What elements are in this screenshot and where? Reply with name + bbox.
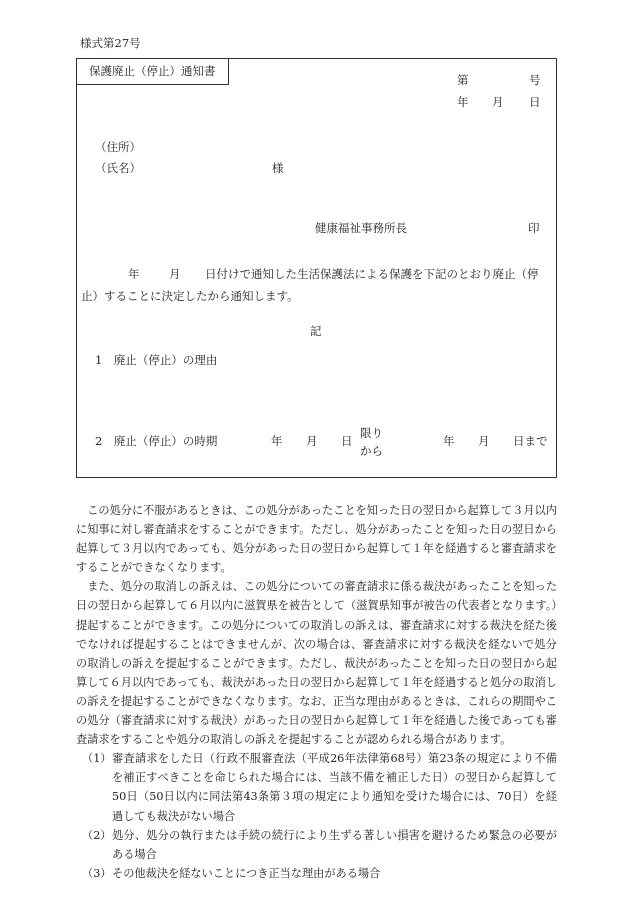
- body-month: 月: [169, 267, 181, 281]
- period-day: 日: [341, 434, 353, 448]
- notice-form-box: [76, 58, 557, 478]
- form-number: 様式第27号: [80, 36, 141, 50]
- period-year: 年: [271, 434, 283, 448]
- body-year: 年: [128, 267, 140, 281]
- issue-date-year: 年: [457, 95, 469, 109]
- list-item-number: （2）: [82, 828, 112, 842]
- seal-mark: 印: [528, 221, 540, 235]
- list-item-number: （1）: [82, 752, 112, 766]
- list-item-number: （3）: [82, 866, 112, 880]
- period-label: 2 廃止（停止）の時期: [95, 434, 218, 448]
- issuer: 健康福祉事務所長: [315, 221, 407, 235]
- document-title: 保護廃止（停止）通知書: [77, 59, 229, 85]
- list-item-text: 審査請求をした日（行政不服審査法（平成26年法律第68号）第23条の規定により不備を補正すべきことを命じられた場合には、当該不備を補正した日）の翌日から起算して50日（50日以内に同法第43条第３項の規定により通知を受けた場合には、70日）を経過しても裁決がない場合: [112, 752, 557, 823]
- issue-date-month: 月: [492, 95, 504, 109]
- address-label: （住所）: [95, 140, 141, 154]
- list-item-text: 処分、処分の執行または手続の続行により生ずる著しい損害を避けるため緊急の必要がある場合: [112, 828, 557, 861]
- appeal-paragraph-1: この処分に不服があるときは、この処分があったことを知った日の翌日から起算して３月以内に知事に対し審査請求をすることができます。ただし、処分があったことを知った日の翌日から起算して３月以内であっても、処分があった日の翌日から起算して１年を経過すると審査請求をすることができなくなります。: [76, 504, 557, 575]
- period-month2: 月: [478, 434, 490, 448]
- period-until: 日まで: [513, 434, 548, 448]
- appeal-paragraph-2: また、処分の取消しの訴えは、この処分についての審査請求に係る裁決があったことを知った日の翌日から起算して６月以内に滋賀県を被告として（滋賀県知事が被告の代表者となります。）提起することができます。この処分についての取消しの訴えは、審査請求に対する裁決を経た後でなければ提起することはできませんが、次の場合は、審査請求に対する裁決を経ないで処分の取消しの訴えを提起することができます。ただし、裁決があったことを知った日の翌日から起算して６月以内であっても、裁決があった日の翌日から起算して１年を経過すると処分の取消しの訴えを提起することができなくなります。なお、正当な理由があるときは、これらの期間やこの処分（審査請求に対する裁決）があった日の翌日から起算して１年を経過した後であっても審査請求をすることや処分の取消しの訴えを提起することが認められる場合があります。: [76, 580, 557, 747]
- list-item: [76, 749, 557, 825]
- list-item: [76, 826, 557, 864]
- honorific: 様: [272, 161, 284, 175]
- list-item-text: その他裁決を経ないことにつき正当な理由がある場合: [112, 866, 381, 880]
- period-month: 月: [306, 434, 318, 448]
- ki-heading: 記: [310, 324, 322, 338]
- body-text-line1: 日付けで通知した生活保護法による保護を下記のとおり廃止（停: [205, 267, 539, 281]
- period-year2: 年: [443, 434, 455, 448]
- appeal-notes: [76, 501, 557, 883]
- issue-date-day: 日: [529, 95, 541, 109]
- list-item: [76, 864, 557, 883]
- number-prefix: 第: [457, 73, 469, 87]
- period-kagiri: 限り: [360, 426, 383, 440]
- name-label: （氏名）: [95, 161, 141, 175]
- reason-label: 1 廃止（停止）の理由: [95, 353, 218, 367]
- body-text-line2: 止）することに決定したから通知します。: [81, 289, 299, 303]
- period-kara: から: [360, 444, 383, 458]
- number-suffix: 号: [529, 73, 541, 87]
